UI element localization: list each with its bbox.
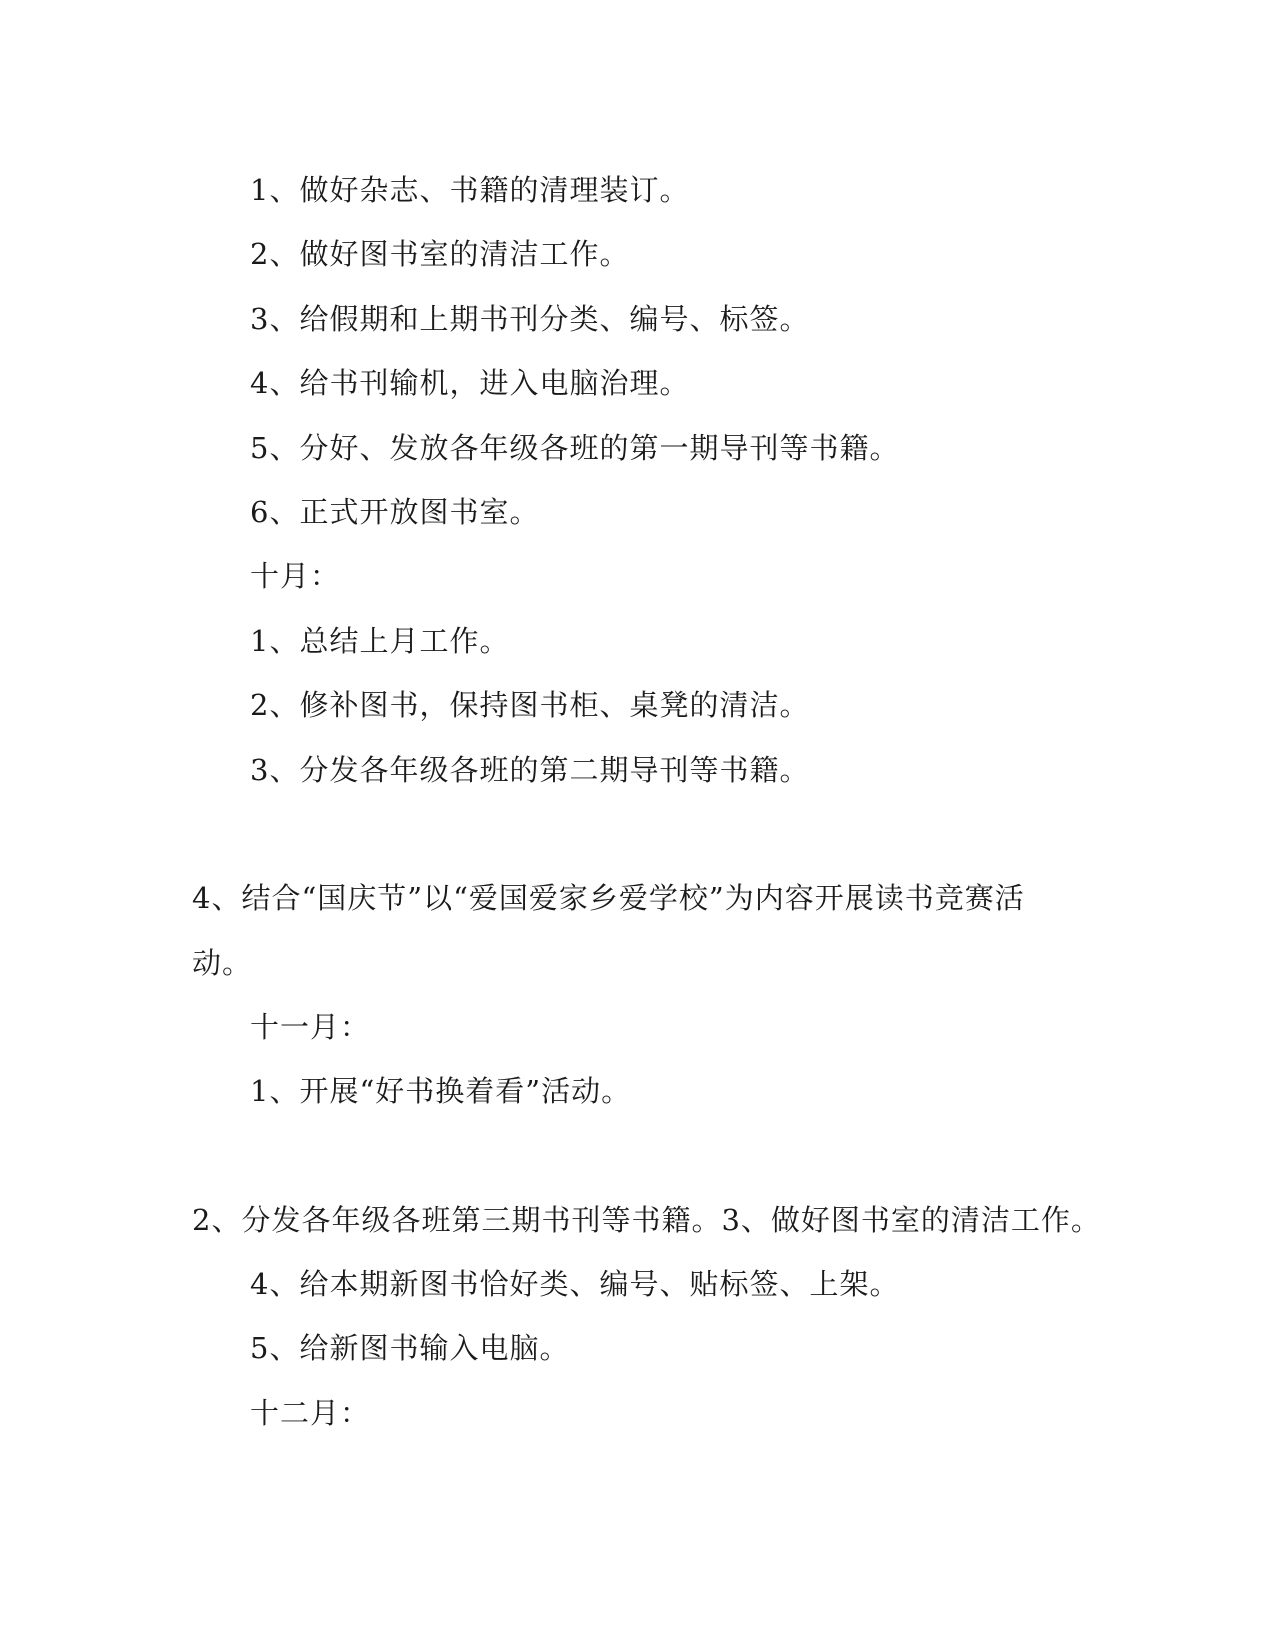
month-heading-december: 十二月： (250, 1396, 371, 1430)
line-10: 3、分发各年级各班的第二期导刊等书籍。 (250, 753, 810, 787)
line-2: 2、做好图书室的清洁工作。 (250, 237, 630, 271)
line-9: 2、修补图书，保持图书柜、桌凳的清洁。 (250, 688, 810, 722)
line-11: 4、结合“国庆节”以“爱国爱家乡爱学校”为内容开展读书竞赛活 (192, 881, 1025, 915)
line-17: 5、给新图书输入电脑。 (250, 1331, 570, 1365)
line-6: 6、正式开放图书室。 (250, 495, 540, 529)
line-5: 5、分好、发放各年级各班的第一期导刊等书籍。 (250, 431, 900, 465)
month-heading-october: 十月： (250, 559, 341, 593)
line-15: 2、分发各年级各班第三期书刊等书籍。3、做好图书室的清洁工作。 (192, 1203, 1101, 1237)
line-14: 1、开展“好书换着看”活动。 (250, 1074, 632, 1108)
line-12: 动。 (192, 946, 253, 980)
line-16: 4、给本期新图书恰好类、编号、贴标签、上架。 (250, 1267, 900, 1301)
month-heading-november: 十一月： (250, 1010, 371, 1044)
line-4: 4、给书刊输机，进入电脑治理。 (250, 366, 690, 400)
line-1: 1、做好杂志、书籍的清理装订。 (250, 173, 690, 207)
line-8: 1、总结上月工作。 (250, 624, 510, 658)
line-3: 3、给假期和上期书刊分类、编号、标签。 (250, 302, 810, 336)
